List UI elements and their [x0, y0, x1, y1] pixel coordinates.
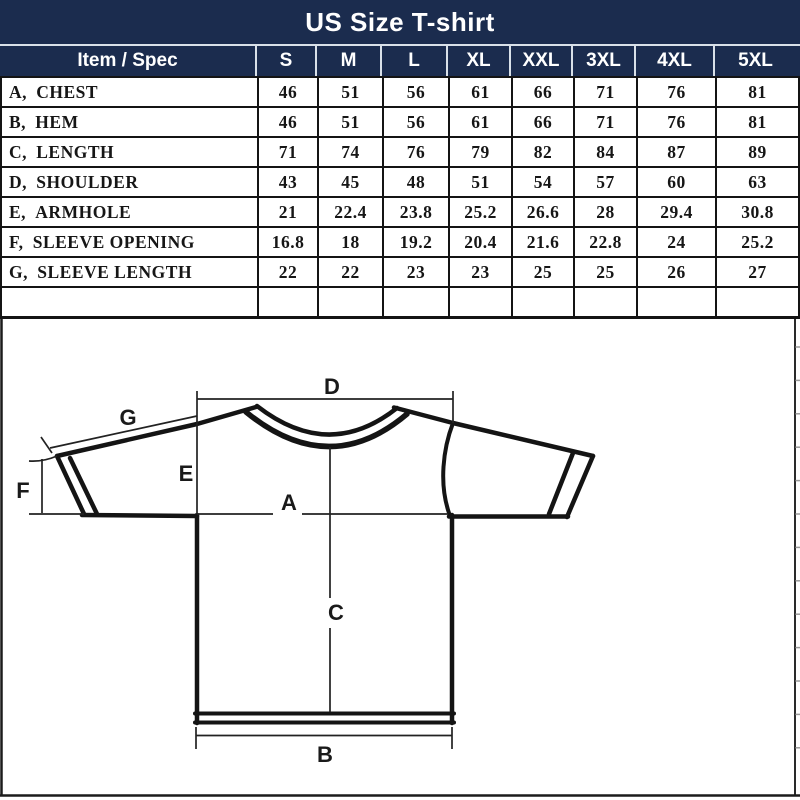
- table-row: [2, 258, 798, 288]
- row-label: F, SLEEVE OPENING: [2, 228, 259, 256]
- row-value: 27: [748, 261, 767, 282]
- left-shoulder-line: [57, 407, 256, 456]
- row-value: 57: [575, 168, 638, 196]
- row-value: 71: [575, 78, 638, 106]
- row-value: 25: [513, 258, 575, 286]
- row-value: 28: [575, 198, 638, 226]
- row-value: 81: [748, 81, 767, 102]
- empty-cell: [717, 288, 798, 316]
- right-armhole-curve: [443, 423, 453, 513]
- row-value: 18: [319, 228, 384, 256]
- empty-cell: [575, 288, 638, 316]
- row-value: 23.8: [384, 198, 450, 226]
- empty-cell: [513, 288, 575, 316]
- label-a: A: [281, 490, 297, 515]
- row-value: 51: [450, 168, 513, 196]
- header-cell-l: L: [382, 46, 448, 76]
- page-title: US Size T-shirt: [305, 6, 495, 37]
- table-row: [2, 168, 798, 198]
- row-value: 23: [450, 258, 513, 286]
- size-table-body: [0, 76, 800, 319]
- row-value: 56: [384, 78, 450, 106]
- row-value: 61: [450, 108, 513, 136]
- table-header-row: [0, 44, 800, 76]
- header-cell-xxl: XXL: [511, 46, 573, 76]
- dim-f-top-extension: [29, 456, 57, 461]
- row-label: A, CHEST: [2, 78, 259, 106]
- row-value: 46: [259, 108, 319, 136]
- right-cuff-inner: [549, 453, 573, 514]
- row-value: 48: [384, 168, 450, 196]
- table-row: [2, 78, 798, 108]
- row-value: 22: [319, 258, 384, 286]
- row-value: 82: [513, 138, 575, 166]
- row-value: 89: [748, 141, 767, 162]
- edge-ticks: [796, 347, 800, 748]
- row-value: 63: [748, 171, 767, 192]
- row-value: 26.6: [513, 198, 575, 226]
- label-d: D: [324, 374, 340, 399]
- dim-g-end-tick: [41, 437, 52, 453]
- table-row: [2, 138, 798, 168]
- label-g: G: [119, 405, 137, 430]
- label-f: F: [16, 478, 30, 503]
- header-cell-m: M: [317, 46, 382, 76]
- row-value: 22: [259, 258, 319, 286]
- row-value: 56: [384, 108, 450, 136]
- right-cuff-outer: [567, 456, 593, 517]
- row-value: 26: [638, 258, 717, 286]
- row-label: G, SLEEVE LENGTH: [2, 258, 259, 286]
- empty-cell: [450, 288, 513, 316]
- row-value: 29.4: [638, 198, 717, 226]
- row-value: 84: [575, 138, 638, 166]
- row-label: E, ARMHOLE: [2, 198, 259, 226]
- header-cell-5xl: 5XL: [738, 50, 773, 71]
- empty-row: [2, 288, 798, 316]
- row-value: 71: [575, 108, 638, 136]
- left-cuff-outer: [57, 456, 84, 514]
- tshirt-outline: [57, 406, 593, 723]
- row-value: 51: [319, 78, 384, 106]
- row-value: 21.6: [513, 228, 575, 256]
- left-sleeve-bottom: [82, 515, 197, 516]
- left-cuff-inner: [70, 458, 97, 514]
- header-cell-xl: XL: [448, 46, 511, 76]
- row-value: 20.4: [450, 228, 513, 256]
- row-value: 16.8: [259, 228, 319, 256]
- empty-cell: [384, 288, 450, 316]
- row-value: 19.2: [384, 228, 450, 256]
- row-value: 21: [259, 198, 319, 226]
- label-e: E: [178, 461, 194, 486]
- empty-cell: [638, 288, 717, 316]
- row-value: 76: [638, 78, 717, 106]
- row-value: 87: [638, 138, 717, 166]
- row-value: 24: [638, 228, 717, 256]
- row-value: 30.8: [741, 201, 774, 222]
- label-b: B: [317, 742, 333, 767]
- header-cell-3xl: 3XL: [573, 46, 636, 76]
- empty-cell: [2, 288, 259, 316]
- row-value: 71: [259, 138, 319, 166]
- row-value: 66: [513, 78, 575, 106]
- row-value: 61: [450, 78, 513, 106]
- row-value: 23: [384, 258, 450, 286]
- header-cell-item-spec: Item / Spec: [0, 46, 257, 76]
- row-value: 22.8: [575, 228, 638, 256]
- row-label: C, LENGTH: [2, 138, 259, 166]
- empty-cell: [319, 288, 384, 316]
- row-label: B, HEM: [2, 108, 259, 136]
- header-cell-s: S: [257, 46, 317, 76]
- tshirt-measurement-diagram: [0, 319, 800, 800]
- table-row: [2, 228, 798, 258]
- row-value: 25: [575, 258, 638, 286]
- title-bar: [0, 0, 800, 44]
- row-value: 66: [513, 108, 575, 136]
- row-value: 43: [259, 168, 319, 196]
- empty-cell: [259, 288, 319, 316]
- row-value: 46: [259, 78, 319, 106]
- row-value: 76: [638, 108, 717, 136]
- row-value: 45: [319, 168, 384, 196]
- row-value: 51: [319, 108, 384, 136]
- table-row: [2, 108, 798, 138]
- table-row: [2, 198, 798, 228]
- row-value: 25.2: [741, 231, 774, 252]
- row-label: D, SHOULDER: [2, 168, 259, 196]
- row-value: 81: [748, 111, 767, 132]
- row-value: 76: [384, 138, 450, 166]
- row-value: 79: [450, 138, 513, 166]
- row-value: 60: [638, 168, 717, 196]
- dimension-lines: [29, 391, 453, 749]
- label-c: C: [328, 600, 344, 625]
- header-cell-4xl: 4XL: [636, 46, 715, 76]
- row-value: 25.2: [450, 198, 513, 226]
- row-value: 54: [513, 168, 575, 196]
- right-shoulder-line: [394, 408, 593, 457]
- row-value: 22.4: [319, 198, 384, 226]
- row-value: 74: [319, 138, 384, 166]
